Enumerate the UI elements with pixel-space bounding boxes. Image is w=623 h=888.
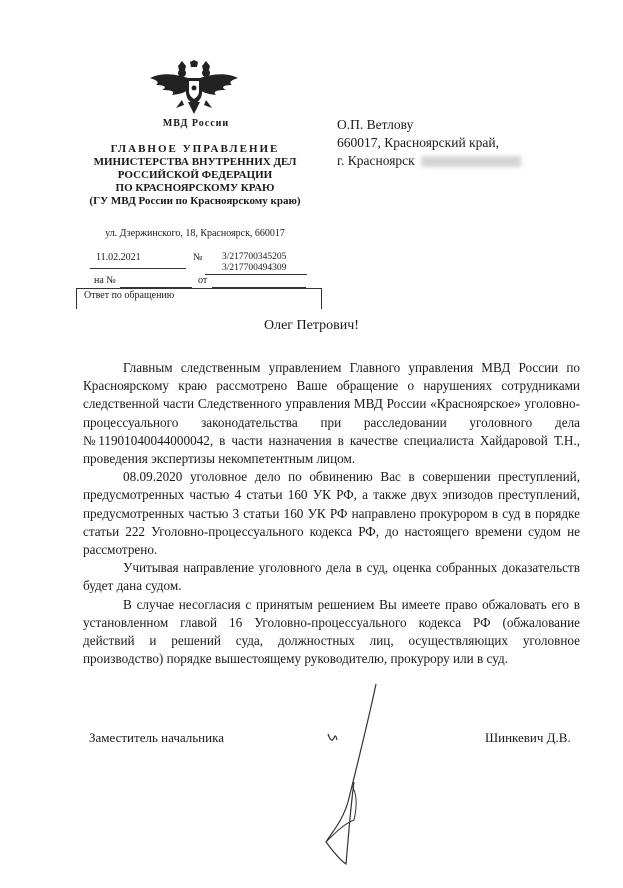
letter-subject: Ответ по обращению — [84, 290, 175, 301]
date-underline — [90, 268, 186, 269]
recipient-address: 660017, Красноярский край, — [337, 135, 499, 150]
org-line-3: РОССИЙСКОЙ ФЕДЕРАЦИИ — [117, 169, 273, 181]
organization-header — [88, 143, 302, 208]
org-line-1: ГЛАВНОЕ УПРАВЛЕНИЕ — [110, 143, 280, 155]
signer-name: Шинкевич Д.В. — [485, 730, 571, 745]
org-line-4: ПО КРАСНОЯРСКОМУ КРАЮ — [115, 182, 275, 194]
number-underline — [205, 274, 307, 275]
letter-body — [83, 359, 580, 668]
reg-number-1: 3/217700345205 — [222, 252, 287, 262]
recipient-block — [337, 116, 521, 170]
agency-short-name: МВД России — [162, 118, 230, 129]
org-line-5: (ГУ МВД России по Красноярскому краю) — [89, 195, 301, 207]
paragraph-2: 08.09.2020 уголовное дело по обвинению Вас в совершении преступлений, предусмотренных частью 4 статьи 160 УК РФ, а также двух эпизодов преступлений, предусмотренных частью 3 статьи 160 УК РФ направлено прокурором в суд в порядке статьи 222 Уголовно-процессуального кодекса РФ, до настоящего времени судом не рассмотрено. — [83, 469, 580, 558]
number-sign: № — [193, 252, 203, 263]
signer-title: Заместитель начальника — [89, 730, 224, 745]
letter-date: 11.02.2021 — [96, 252, 141, 263]
redacted-street — [421, 156, 521, 167]
registration-numbers — [222, 252, 286, 274]
double-headed-eagle-emblem-icon — [148, 60, 240, 116]
paragraph-4: В случае несогласия с принятым решением Вы имеете право обжаловать его в установленном главой 16 Уголовно-процессуального кодекса РФ (обжалование действий и решений суда, должностных лиц, осуществляющих уголовное производство) порядке вышестоящему руководителю, прокурору или в суд. — [83, 596, 580, 667]
organization-address: ул. Дзержинского, 18, Красноярск, 660017 — [105, 228, 285, 239]
paragraph-1: Главным следственным управлением Главного управления МВД России по Красноярскому краю рассмотрено Ваше обращение о нарушениях сотрудниками следственной части Следственного управления МВД России «Красноярское» уголовно-процессуального законодательства при расследовании уголовного дела №11901040044000042, в части назначения в качестве специалиста Хайдаровой Т.Н., проведения экспертизы некомпетентным лицом. — [83, 360, 580, 467]
reference-date-label: от — [198, 275, 208, 286]
paragraph-3: Учитывая направление уголовного дела в суд, оценка собранных доказательств будет дана судом. — [83, 560, 580, 594]
org-line-2: МИНИСТЕРСТВА ВНУТРЕННИХ ДЕЛ — [93, 156, 297, 168]
recipient-name: О.П. Ветлову — [337, 117, 414, 132]
handwritten-signature — [318, 682, 388, 867]
reference-number-label: на № — [94, 275, 116, 286]
greeting: Олег Петрович! — [264, 318, 359, 333]
reg-number-2: 3/217700494309 — [222, 263, 287, 273]
recipient-city: г. Красноярск — [337, 153, 415, 168]
